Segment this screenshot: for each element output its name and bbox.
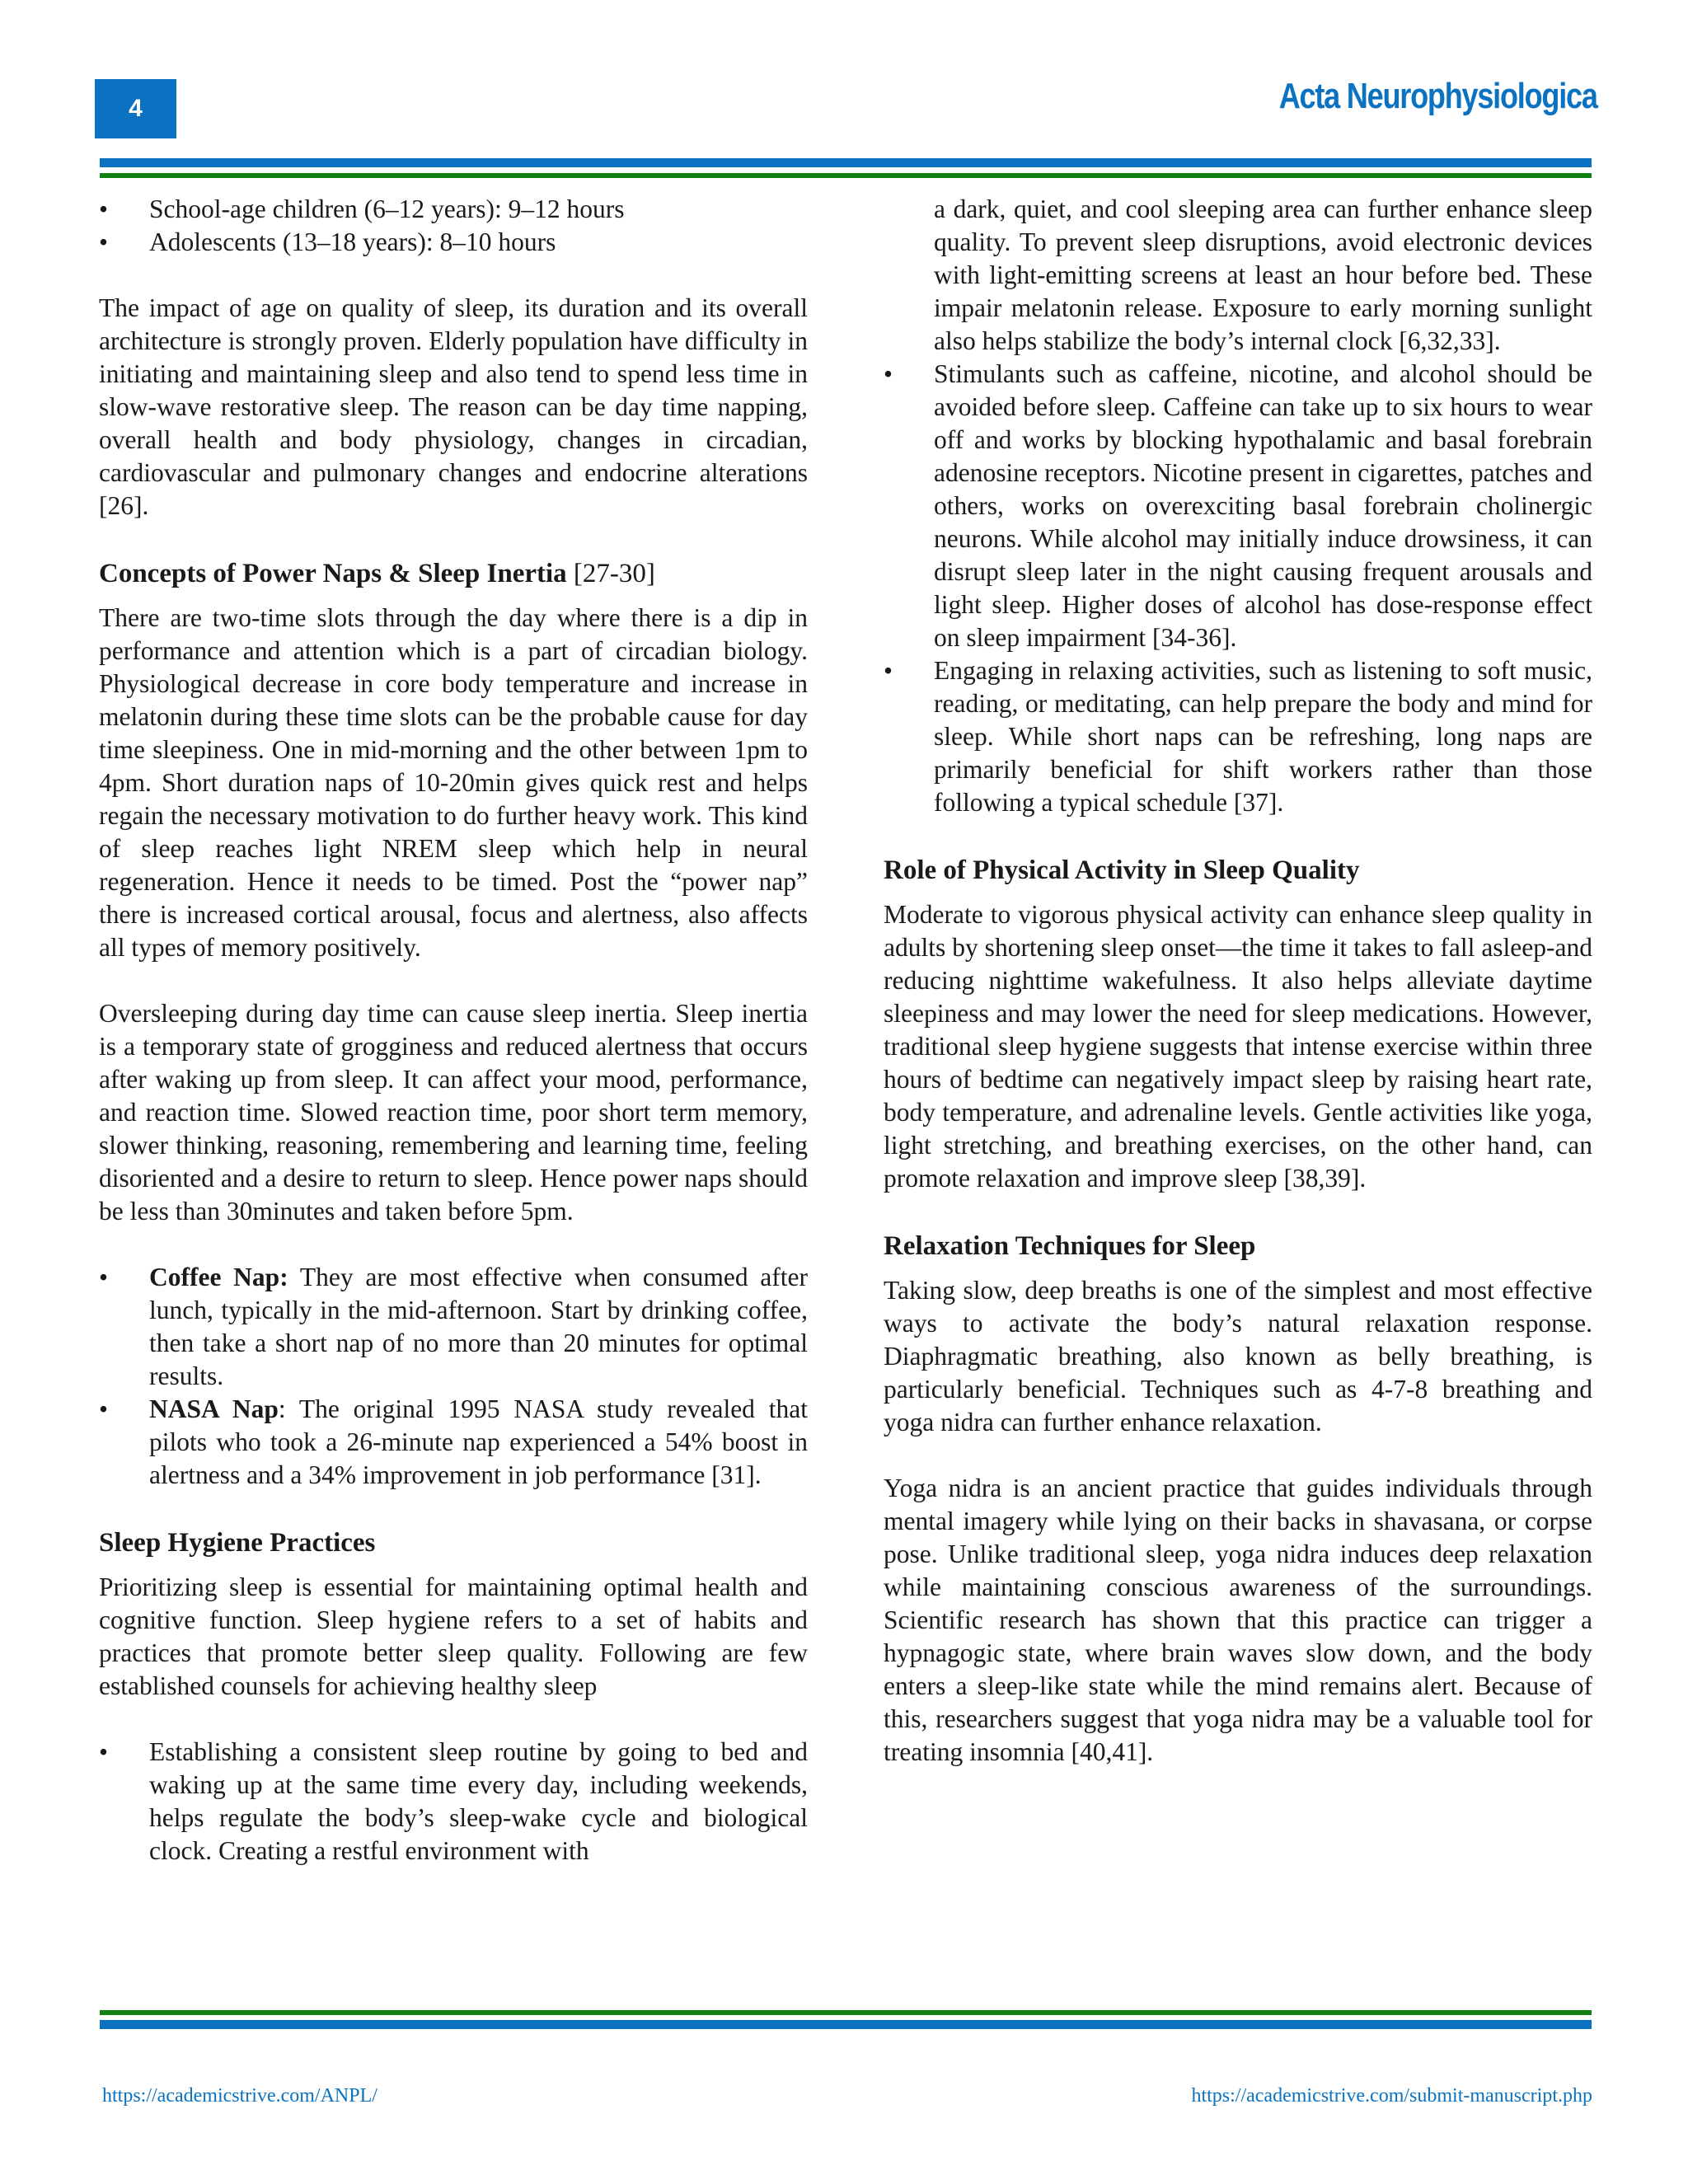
- hygiene-list: [99, 1736, 808, 1868]
- journal-title: Acta Neurophysiologica: [1279, 76, 1597, 116]
- heading-relaxation: Relaxation Techniques for Sleep: [884, 1231, 1256, 1261]
- paragraph-age: The impact of age on quality of sleep, its duration and its overall architecture is strongly proven. Elderly population have difficulty in initiating and maintaining sleep and also tend to spend less time in slow-wave restorative sleep. The reason can be day time napping, overall health and body physiology, changes in circadian, cardiovascular and pulmonary changes and endocrine alterations [26].: [99, 293, 808, 520]
- list-item: • Engaging in relaxing activities, such as listening to soft music, reading, or meditating, can help prepare the body and mind for sleep. While short naps can be refreshing, long naps are primarily beneficial for shift workers rather than those following a typical schedule [37].: [884, 656, 1592, 817]
- paragraph-activity: Moderate to vigorous physical activity can enhance sleep quality in adults by shortening sleep onset—the time it takes to fall asleep-and reducing nighttime wakefulness. It also helps alleviate daytime sleepiness and may lower the need for sleep medications. However, traditional sleep hygiene suggests that intense exercise within three hours of bedtime can negatively impact sleep by raising heart rate, body temperature, and adrenaline levels. Gentle activities like yoga, light stretching, and breathing exercises, on the other hand, can promote relaxation and improve sleep [38,39].: [884, 900, 1592, 1193]
- submit-manuscript-link[interactable]: https://academicstrive.com/submit-manuscript.php: [1191, 2085, 1592, 2107]
- nap-types-list: [99, 1261, 808, 1492]
- left-column: [99, 193, 808, 1900]
- list-item: • Establishing a consistent sleep routine by going to bed and waking up at the same time every day, including weekends, helps regulate the body’s sleep-wake cycle and biological clock. Creating a restful environment with: [99, 1737, 808, 1865]
- heading-physical-activity: Role of Physical Activity in Sleep Quality: [884, 855, 1360, 885]
- paragraph-naps-1: There are two-time slots through the day where there is a dip in performance and attention which is a part of circadian biology. Physiological decrease in core body temperature and increase in melatonin during these time slots can be the probable cause for day time sleepiness. One in mid-morning and the other between 1pm to 4pm. Short duration naps of 10-20min gives quick rest and helps regain the necessary motivation to do further heavy work. This kind of sleep reaches light NREM sleep which help in neural regeneration. Hence it needs to be timed. Post the “power nap” there is increased cortical arousal, focus and alertness, also affects all types of memory positively.: [99, 603, 808, 962]
- paragraph-hygiene: Prioritizing sleep is essential for maintaining optimal health and cognitive function. Sleep hygiene refers to a set of habits and practices that promote better sleep quality. Following are few established counsels for achieving healthy sleep: [99, 1572, 808, 1700]
- header-rule-green: [100, 173, 1592, 178]
- list-item: • Coffee Nap: They are most effective when consumed after lunch, typically in the mid-afternoon. Start by drinking coffee, then take a short nap of no more than 20 minutes for optimal results.: [99, 1263, 809, 1390]
- list-item: • Adolescents (13–18 years): 8–10 hours: [99, 226, 808, 259]
- bullet-icon: •: [99, 1737, 109, 1766]
- paragraph-naps-2: Oversleeping during day time can cause sleep inertia. Sleep inertia is a temporary state of grogginess and reduced alertness that occurs after waking up from sleep. It can affect your mood, performance, and reaction time. Slowed reaction time, poor short term memory, slower thinking, reasoning, remembering and learning time, feeling disoriented and a desire to return to sleep. Hence power naps should be less than 30minutes and taken before 5pm.: [99, 999, 808, 1226]
- heading-power-naps: Concepts of Power Naps & Sleep Inertia [27-30]: [99, 559, 655, 588]
- bullet-icon: •: [99, 1263, 109, 1291]
- bullet-icon: •: [99, 194, 109, 223]
- right-column: [884, 193, 1592, 1802]
- heading-sleep-hygiene: Sleep Hygiene Practices: [99, 1528, 376, 1558]
- list-item: a dark, quiet, and cool sleeping area can further enhance sleep quality. To prevent sleep disruptions, avoid electronic devices with light-emitting screens at least an hour before bed. These impair melatonin release. Exposure to early morning sunlight also helps stabilize the body’s internal clock [6,32,33].: [934, 194, 1592, 355]
- paragraph-relaxation-2: Yoga nidra is an ancient practice that guides individuals through mental imagery while lying on their backs in shavasana, or corpse pose. Unlike traditional sleep, yoga nidra induces deep relaxation while maintaining conscious awareness of the surroundings. Scientific research has shown that this practice can trigger a hypnagogic state, where brain waves slow down, and the body enters a sleep-like state while the mind remains alert. Because of this, researchers suggest that yoga nidra may be a valuable tool for treating insomnia [40,41].: [884, 1474, 1592, 1766]
- list-item: • Stimulants such as caffeine, nicotine, and alcohol should be avoided before sleep. Caffeine can take up to six hours to wear off and works by blocking hypothalamic and basal forebrain adenosine receptors. Nicotine present in cigarettes, patches and others, works on overexciting basal forebrain cholinergic neurons. While alcohol may initially induce drowsiness, it can disrupt sleep later in the night causing frequent arousals and light sleep. Higher doses of alcohol has dose-response effect on sleep impairment [34-36].: [884, 359, 1592, 652]
- footer-rule-green: [100, 2010, 1592, 2015]
- bullet-icon: •: [884, 359, 893, 388]
- age-sleep-list: [99, 193, 808, 259]
- page-number: 4: [95, 79, 176, 138]
- paragraph-relaxation-1: Taking slow, deep breaths is one of the simplest and most effective ways to activate the body’s natural relaxation response. Diaphragmatic breathing, also known as belly breathing, is particularly beneficial. Techniques such as 4-7-8 breathing and yoga nidra can further enhance relaxation.: [884, 1276, 1592, 1436]
- bullet-icon: •: [884, 656, 893, 685]
- hygiene-list-continued: [884, 193, 1592, 819]
- bullet-icon: •: [99, 1394, 109, 1423]
- header-rule-blue: [100, 158, 1592, 167]
- bullet-icon: •: [99, 227, 109, 256]
- list-item: • School-age children (6–12 years): 9–12 hours: [99, 193, 808, 226]
- list-item: • NASA Nap: The original 1995 NASA study revealed that pilots who took a 26-minute nap experienced a 54% boost in alertness and a 34% improvement in job performance [31].: [99, 1394, 808, 1489]
- journal-link[interactable]: https://academicstrive.com/ANPL/: [102, 2085, 377, 2107]
- footer-rule-blue: [100, 2020, 1592, 2029]
